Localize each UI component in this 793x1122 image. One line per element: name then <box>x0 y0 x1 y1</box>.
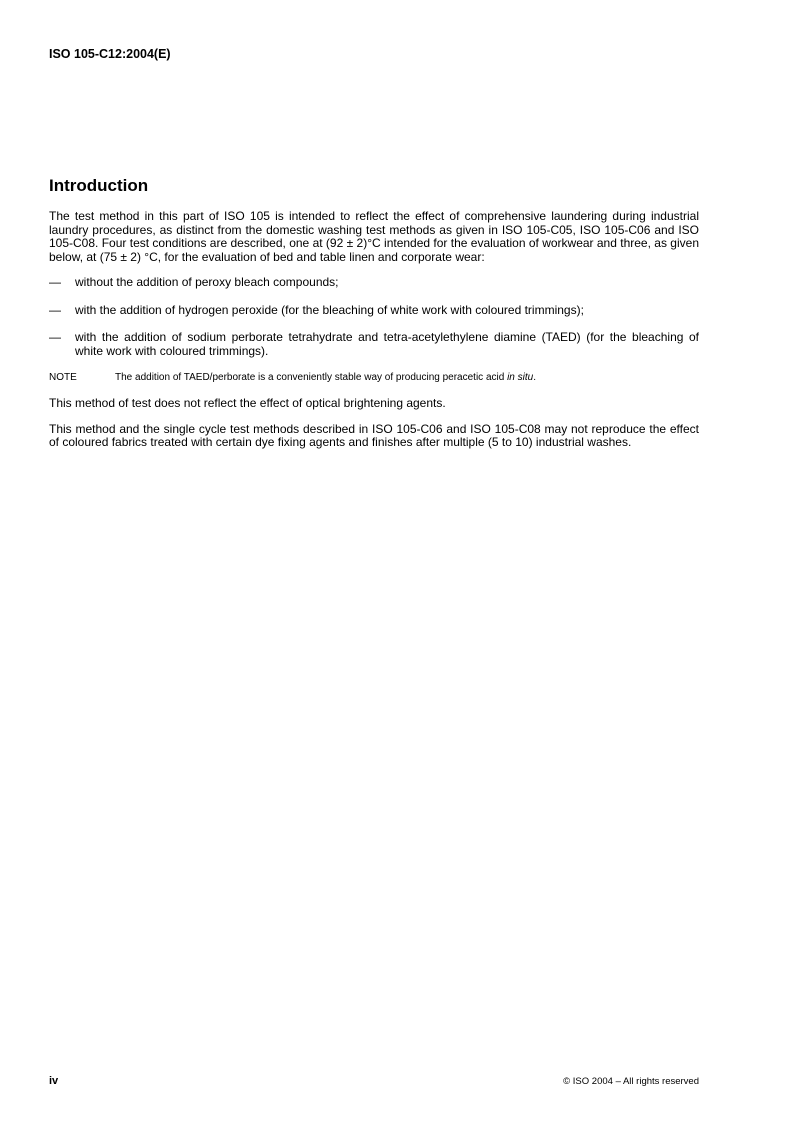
section-title: Introduction <box>49 176 149 195</box>
copyright-notice: © ISO 2004 – All rights reserved <box>563 1076 699 1087</box>
paragraph-single-cycle: This method and the single cycle test methods described in ISO 105-C06 and ISO 105-C08 may not reproduce the effect of coloured fabrics treated with certain dye fixing agents and finishes after multiple (5 to 10) industrial washes. <box>49 421 699 449</box>
list-item <box>49 304 699 318</box>
note-label: NOTE <box>49 372 77 383</box>
intro-paragraph: The test method in this part of ISO 105 is intended to reflect the effect of comprehensive laundering during industrial laundry procedures, as distinct from the domestic washing test methods as given in ISO 105-C05, ISO 105-C06 and ISO 105-C08. Four test conditions are described, one at (92 ± 2)°C intended for the evaluation of workwear and three, as given below, at (75 ± 2) °C, for the evaluation of bed and table linen and corporate wear: <box>49 209 699 264</box>
paragraph-optical-brightening: This method of test does not reflect the effect of optical brightening agents. <box>49 396 446 410</box>
document-header: ISO 105-C12:2004(E) <box>49 47 171 61</box>
note-text-italic: in situ <box>507 372 534 383</box>
list-item-text: with the addition of sodium perborate tetrahydrate and tetra-acetylethylene diamine (TAED) (for the bleaching of white work with coloured trimmings). <box>75 330 699 358</box>
page-number: iv <box>49 1075 59 1087</box>
dash-marker: — <box>49 330 61 344</box>
list-item <box>49 331 699 358</box>
dash-marker: — <box>49 275 61 289</box>
note-text-end: . <box>533 372 536 383</box>
list-item-text: with the addition of hydrogen peroxide (for the bleaching of white work with coloured trimmings); <box>75 302 584 317</box>
note-text-main: The addition of TAED/perborate is a conveniently stable way of producing peracetic acid <box>115 372 508 383</box>
list-item <box>49 276 699 290</box>
document-body <box>49 176 699 450</box>
list-item-text: without the addition of peroxy bleach compounds; <box>75 275 339 289</box>
dash-marker: — <box>49 302 61 317</box>
note-text <box>115 372 536 384</box>
note <box>49 372 699 384</box>
